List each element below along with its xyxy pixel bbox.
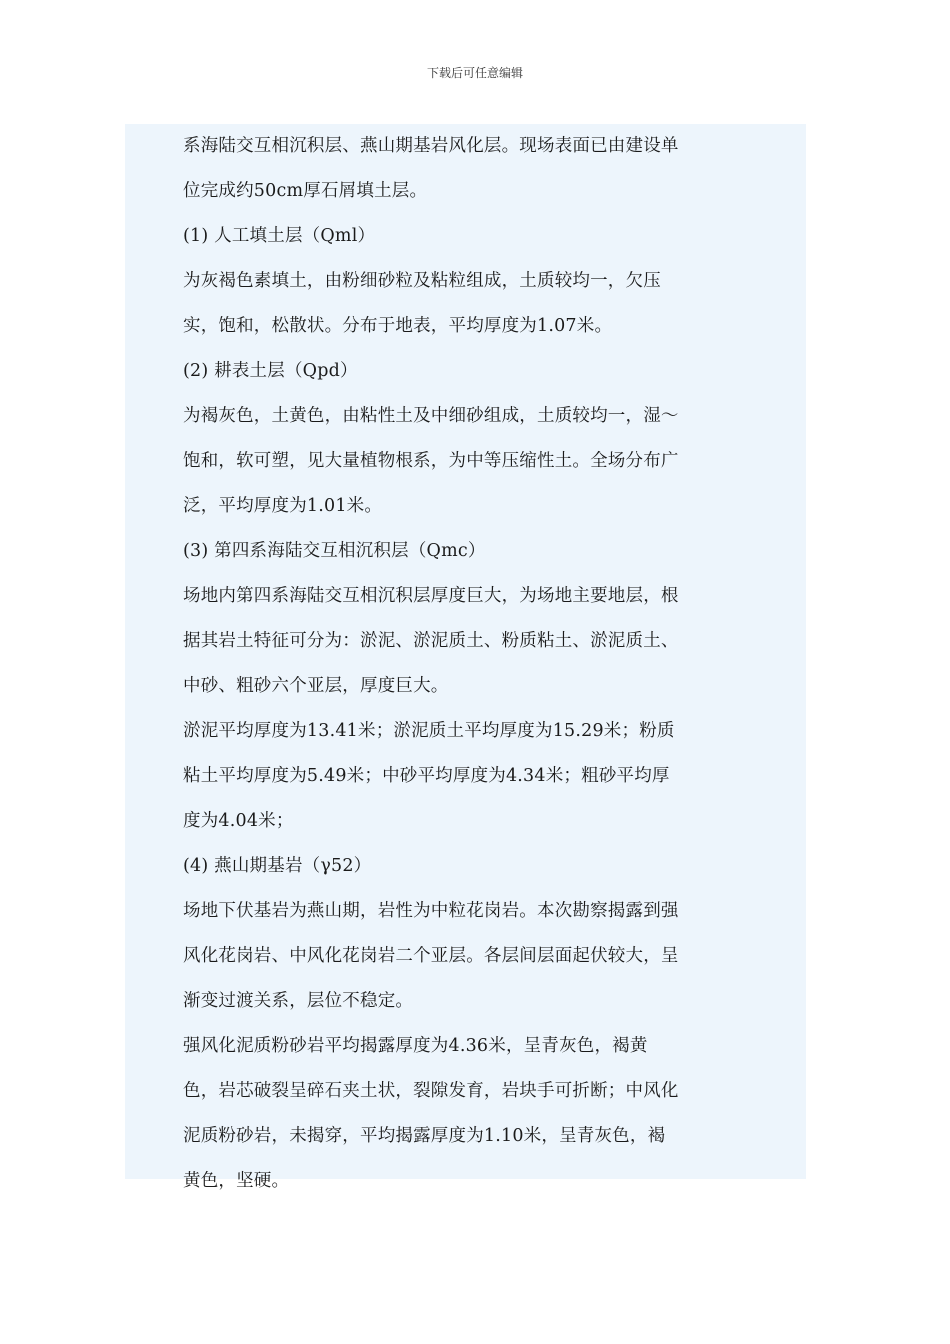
- text-line: 淤泥平均厚度为13.41米；淤泥质土平均厚度为15.29米；粉质: [183, 721, 675, 741]
- text-line: 泥质粉砂岩，未揭穿，平均揭露厚度为1.10米，呈青灰色，褐: [183, 1126, 666, 1146]
- text-line: 黄色，坚硬。: [183, 1171, 290, 1191]
- text-line: 度为4.04米；: [183, 811, 294, 831]
- section-heading-bedrock-layer: (4) 燕山期基岩（γ52）: [183, 856, 372, 876]
- section-heading-quaternary-layer: (3) 第四系海陆交互相沉积层（Qmc）: [183, 541, 486, 561]
- text-line: 据其岩土特征可分为：淤泥、淤泥质土、粉质粘土、淤泥质土、: [183, 631, 679, 651]
- text-line: 风化花岗岩、中风化花岗岩二个亚层。各层间层面起伏较大，呈: [183, 946, 679, 966]
- text-line: 中砂、粗砂六个亚层，厚度巨大。: [183, 676, 449, 696]
- text-line: 系海陆交互相沉积层、燕山期基岩风化层。现场表面已由建设单: [183, 136, 679, 156]
- text-line: 为褐灰色，土黄色，由粘性土及中细砂组成，土质较均一，湿～: [183, 406, 679, 426]
- document-text-body: [183, 124, 723, 1204]
- section-heading-topsoil-layer: (2) 耕表土层（Qpd）: [183, 361, 358, 381]
- section-heading-fill-layer: (1) 人工填土层（Qml）: [183, 226, 376, 246]
- document-content-panel: [125, 124, 806, 1191]
- text-line: 场地内第四系海陆交互相沉积层厚度巨大，为场地主要地层，根: [183, 586, 679, 606]
- text-line: 渐变过渡关系，层位不稳定。: [183, 991, 414, 1011]
- text-line: 色，岩芯破裂呈碎石夹土状，裂隙发育，岩块手可折断；中风化: [183, 1081, 679, 1101]
- text-line: 饱和，软可塑，见大量植物根系，为中等压缩性土。全场分布广: [183, 451, 679, 471]
- text-line: 场地下伏基岩为燕山期，岩性为中粒花岗岩。本次勘察揭露到强: [183, 901, 679, 921]
- page-header-note: 下载后可任意编辑: [426, 66, 523, 80]
- text-line: 粘土平均厚度为5.49米；中砂平均厚度为4.34米；粗砂平均厚: [183, 766, 670, 786]
- text-line: 强风化泥质粉砂岩平均揭露厚度为4.36米，呈青灰色，褐黄: [183, 1036, 648, 1056]
- text-line: 为灰褐色素填土，由粉细砂粒及粘粒组成，土质较均一，欠压: [183, 271, 661, 291]
- text-line: 泛，平均厚度为1.01米。: [183, 496, 383, 516]
- text-line: 实，饱和，松散状。分布于地表，平均厚度为1.07米。: [183, 316, 613, 336]
- text-line: 位完成约50cm厚石屑填土层。: [183, 181, 428, 201]
